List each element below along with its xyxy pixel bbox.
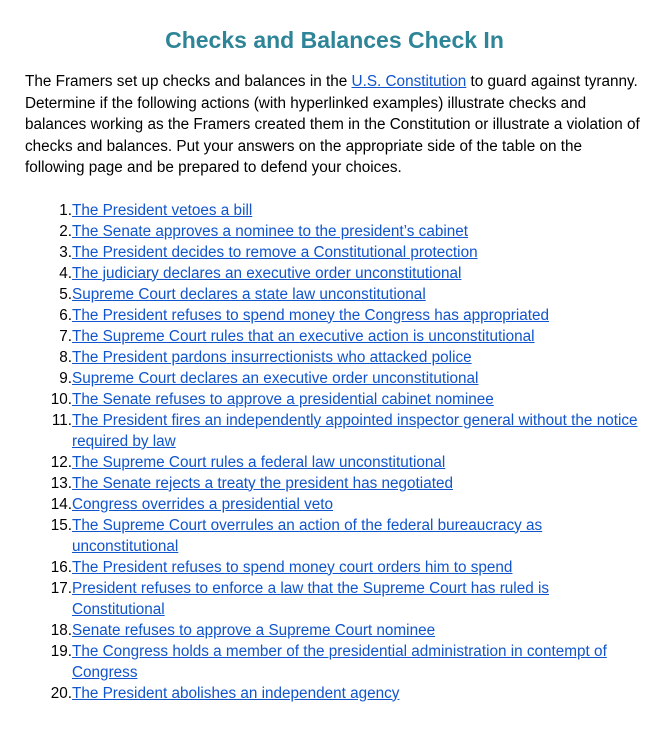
list-item: [25, 200, 644, 221]
list-item: [25, 221, 644, 242]
item-link[interactable]: The President vetoes a bill: [72, 201, 253, 219]
item-number: 12.: [50, 453, 72, 471]
item-link[interactable]: The President abolishes an independent agency: [72, 684, 400, 702]
item-number: 8.: [59, 348, 72, 366]
list-item: [25, 641, 644, 683]
actions-list: [25, 200, 644, 704]
list-item: [25, 683, 644, 704]
item-link[interactable]: The President refuses to spend money court orders him to spend: [72, 558, 513, 576]
item-link[interactable]: Senate refuses to approve a Supreme Court nominee: [72, 621, 436, 639]
item-link[interactable]: The Supreme Court rules that an executive action is unconstitutional: [72, 327, 535, 345]
item-link[interactable]: The President refuses to spend money the Congress has appropriated: [72, 306, 550, 324]
item-number: 7.: [59, 327, 72, 345]
item-link[interactable]: The Supreme Court overrules an action of the federal bureaucracy as unconstitutional: [72, 516, 543, 555]
list-item: [25, 284, 644, 305]
list-item: [25, 242, 644, 263]
list-item: [25, 620, 644, 641]
item-number: 16.: [50, 558, 72, 576]
item-link[interactable]: Congress overrides a presidential veto: [72, 495, 334, 513]
item-number: 17.: [50, 579, 72, 597]
item-number: 13.: [50, 474, 72, 492]
item-link[interactable]: The judiciary declares an executive order unconstitutional: [72, 264, 462, 282]
item-link[interactable]: The President fires an independently appointed inspector general without the notice required by law: [72, 411, 638, 450]
item-link[interactable]: The Supreme Court rules a federal law unconstitutional: [72, 453, 446, 471]
item-number: 20.: [50, 684, 72, 702]
item-number: 11.: [51, 411, 72, 429]
item-number: 2.: [59, 222, 72, 240]
item-link[interactable]: The Senate refuses to approve a presidential cabinet nominee: [72, 390, 494, 408]
item-number: 9.: [59, 369, 72, 387]
intro-text-before: The Framers set up checks and balances in the: [25, 73, 352, 90]
intro-paragraph: [25, 71, 644, 179]
list-item: [25, 389, 644, 410]
item-number: 19.: [50, 642, 72, 660]
list-item: [25, 578, 644, 620]
item-number: 14.: [50, 495, 72, 513]
item-number: 4.: [59, 264, 72, 282]
item-number: 10.: [50, 390, 72, 408]
item-link[interactable]: The President pardons insurrectionists who attacked police: [72, 348, 472, 366]
intro-text-after: to guard against tyranny. Determine if the following actions (with hyperlinked examples) illustrate checks and balances working as the Framers created them in the Constitution or illustrate a violation of checks and balances. Put your answers on the appropriate side of the table on the following page and be prepared to defend your choices.: [25, 73, 640, 176]
item-link[interactable]: President refuses to enforce a law that the Supreme Court has ruled is Constitutional: [72, 579, 550, 618]
list-item: [25, 494, 644, 515]
list-item: [25, 557, 644, 578]
list-item: [25, 452, 644, 473]
item-number: 18.: [50, 621, 72, 639]
list-item: [25, 305, 644, 326]
item-link[interactable]: The Senate rejects a treaty the president has negotiated: [72, 474, 453, 492]
item-link[interactable]: The President decides to remove a Constitutional protection: [72, 243, 478, 261]
list-item: [25, 263, 644, 284]
item-number: 5.: [59, 285, 72, 303]
item-number: 15.: [50, 516, 72, 534]
list-item: [25, 368, 644, 389]
constitution-link[interactable]: U.S. Constitution: [351, 73, 467, 90]
item-number: 1.: [59, 201, 72, 219]
item-link[interactable]: The Congress holds a member of the presidential administration in contempt of Congress: [72, 642, 607, 681]
item-number: 6.: [59, 306, 72, 324]
item-link[interactable]: Supreme Court declares an executive order unconstitutional: [72, 369, 479, 387]
list-item: [25, 347, 644, 368]
item-number: 3.: [59, 243, 72, 261]
list-item: [25, 410, 644, 452]
list-item: [25, 473, 644, 494]
page-title: Checks and Balances Check In: [165, 27, 504, 53]
list-item: [25, 326, 644, 347]
item-link[interactable]: Supreme Court declares a state law unconstitutional: [72, 285, 426, 303]
item-link[interactable]: The Senate approves a nominee to the president’s cabinet: [72, 222, 469, 240]
list-item: [25, 515, 644, 557]
